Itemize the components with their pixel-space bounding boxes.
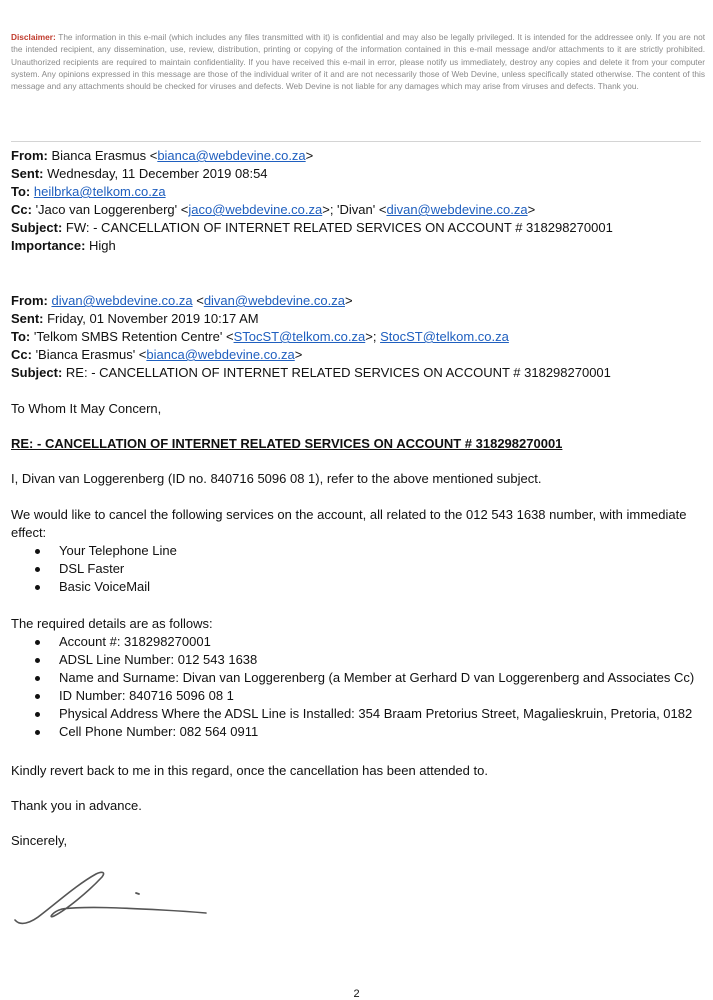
cc-line xyxy=(11,346,706,364)
list-item: Your Telephone Line xyxy=(11,542,706,560)
cc-label: Cc: xyxy=(11,347,32,362)
from-close: > xyxy=(344,293,353,308)
from-close: > xyxy=(305,148,314,163)
thanks-text: Thank you in advance. xyxy=(11,798,142,813)
to-text: 'Telkom SMBS Retention Centre' < xyxy=(30,329,234,344)
importance-value: High xyxy=(85,238,116,253)
to-label: To: xyxy=(11,184,31,199)
revert-paragraph xyxy=(11,762,706,780)
subject-value: RE: - CANCELLATION OF INTERNET RELATED SERVICES ON ACCOUNT # 318298270001 xyxy=(62,365,611,380)
from-name: Bianca Erasmus < xyxy=(47,148,158,163)
cc-text: > xyxy=(527,202,536,217)
details-list xyxy=(11,633,706,741)
closing-text: Sincerely, xyxy=(11,833,68,848)
original-header xyxy=(11,292,706,382)
subject-line xyxy=(11,364,706,382)
subject-label: Subject: xyxy=(11,365,63,380)
list-item: Name and Surname: Divan van Loggerenberg (a Member at Gerhard D van Loggerenberg and Associates Cc) xyxy=(11,669,706,687)
list-item: Account #: 318298270001 xyxy=(11,633,706,651)
list-item: Cell Phone Number: 082 564 0911 xyxy=(11,723,706,741)
from-email-link[interactable]: divan@webdevine.co.za xyxy=(51,293,193,308)
subject-line xyxy=(11,219,706,237)
services-list xyxy=(11,542,706,596)
to-text: >; xyxy=(365,329,381,344)
cc-email-link[interactable]: divan@webdevine.co.za xyxy=(386,202,528,217)
cc-text: 'Jaco van Loggerenberg' < xyxy=(31,202,189,217)
to-email-link[interactable]: STocST@telkom.co.za xyxy=(233,329,366,344)
cc-text: > xyxy=(294,347,303,362)
list-item: ADSL Line Number: 012 543 1638 xyxy=(11,651,706,669)
from-label: From: xyxy=(11,293,48,308)
divider xyxy=(11,141,701,142)
importance-line xyxy=(11,237,706,255)
sent-label: Sent: xyxy=(11,166,44,181)
closing xyxy=(11,832,706,850)
to-email-link[interactable]: StocST@telkom.co.za xyxy=(380,329,509,344)
page-number: 2 xyxy=(353,988,360,1000)
cc-text: >; 'Divan' < xyxy=(322,202,387,217)
importance-label: Importance: xyxy=(11,238,86,253)
sent-value: Wednesday, 11 December 2019 08:54 xyxy=(43,166,268,181)
from-label: From: xyxy=(11,148,48,163)
forward-header xyxy=(11,147,706,255)
cc-email-link[interactable]: bianca@webdevine.co.za xyxy=(146,347,295,362)
details-intro: The required details are as follows: xyxy=(11,616,213,631)
reference-heading xyxy=(11,435,706,453)
list-item: ID Number: 840716 5096 08 1 xyxy=(11,687,706,705)
to-email-link[interactable]: heilbrka@telkom.co.za xyxy=(33,184,166,199)
sent-line xyxy=(11,310,706,328)
disclaimer-label: Disclaimer: xyxy=(11,32,56,42)
from-text: < xyxy=(192,293,204,308)
list-item: DSL Faster xyxy=(11,560,706,578)
sent-line xyxy=(11,165,706,183)
intro-text: I, Divan van Loggerenberg (ID no. 840716 5096 08 1), refer to the above mentioned subject. xyxy=(11,471,542,486)
signature-image xyxy=(12,862,212,932)
intro-paragraph xyxy=(11,470,706,488)
details-section xyxy=(11,615,706,741)
list-item: Physical Address Where the ADSL Line is Installed: 354 Braam Pretorius Street, Magalieskruin, Pretoria, 0182 xyxy=(11,705,706,723)
salutation-text: To Whom It May Concern, xyxy=(11,401,162,416)
sent-value: Friday, 01 November 2019 10:17 AM xyxy=(43,311,259,326)
from-email-link[interactable]: bianca@webdevine.co.za xyxy=(157,148,306,163)
disclaimer-text: The information in this e-mail (which includes any files transmitted with it) is confidential and may also be legally privileged. It is intended for the addressee only. If you are not the intended recipient, any dissemination, use, review, distribution, printing or copying of the information contained in this e-mail message and/or attachments to it are strictly prohibited. Unauthorized recipients are required to maintain confidentiality. If you have received this e-mail in error, please notify us immediately, destroy any copies and delete it from your computer system. Any opinions expressed in this message are those of the individual writer of it and are not necessarily those of Web Devine, unless specifically stated otherwise. The content of this message and any attachments should be checked for viruses and defects. Web Devine is not liable for any damages which may arise from viruses and defects. Thank you. xyxy=(11,32,705,92)
subject-value: FW: - CANCELLATION OF INTERNET RELATED SERVICES ON ACCOUNT # 318298270001 xyxy=(62,220,613,235)
services-section xyxy=(11,506,706,596)
list-item: Basic VoiceMail xyxy=(11,578,706,596)
reference-text: RE: - CANCELLATION OF INTERNET RELATED SERVICES ON ACCOUNT # 318298270001 xyxy=(11,436,563,451)
to-line xyxy=(11,183,706,201)
cc-line xyxy=(11,201,706,219)
cc-label: Cc: xyxy=(11,202,32,217)
to-label: To: xyxy=(11,329,31,344)
thanks-paragraph xyxy=(11,797,706,815)
cc-email-link[interactable]: jaco@webdevine.co.za xyxy=(188,202,323,217)
from-line xyxy=(11,147,706,165)
revert-text: Kindly revert back to me in this regard, once the cancellation has been attended to. xyxy=(11,763,488,778)
salutation xyxy=(11,400,706,418)
disclaimer xyxy=(11,31,705,92)
services-intro: We would like to cancel the following services on the account, all related to the 012 543 1638 number, with immediate effect: xyxy=(11,507,687,540)
sent-label: Sent: xyxy=(11,311,44,326)
to-line xyxy=(11,328,706,346)
from-email-link[interactable]: divan@webdevine.co.za xyxy=(203,293,345,308)
from-line xyxy=(11,292,706,310)
cc-text: 'Bianca Erasmus' < xyxy=(31,347,147,362)
subject-label: Subject: xyxy=(11,220,63,235)
